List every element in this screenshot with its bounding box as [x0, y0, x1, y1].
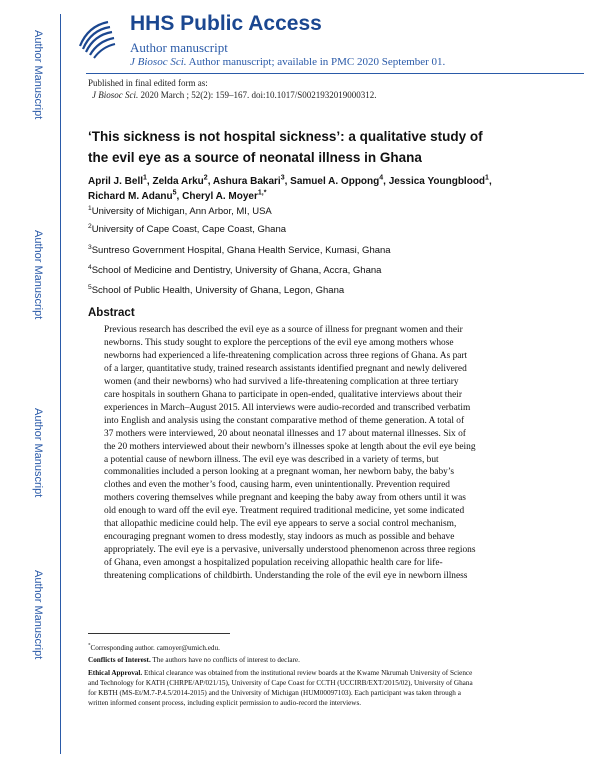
publication-citation: 2020 March ; 52(2): 159–167. doi:10.1017/S0021932019000312.	[140, 90, 377, 100]
abstract-line: clothes and even the mother’s food, causing harm, even unintentionally. Prevention required	[104, 480, 450, 491]
author-name: Richard M. Adanu	[88, 191, 173, 202]
abstract-line: newborns. This study sought to explore the perceptions of the evil eye among mothers whose	[104, 337, 454, 348]
affiliation-number: 1	[88, 204, 92, 212]
corresponding-email[interactable]: camoyer@umich.edu.	[156, 644, 220, 652]
conflicts-text: The authors have no conflicts of interest to declare.	[152, 656, 300, 664]
affiliation	[88, 245, 391, 256]
header-divider	[86, 73, 584, 74]
affiliation-text: School of Medicine and Dentistry, University of Ghana, Accra, Ghana	[91, 265, 382, 276]
journal-abbrev: J Biosoc Sci.	[130, 56, 187, 68]
abstract-line: that allopathic medicine could help. The evil eye appears to serve a social control mechanism,	[104, 519, 457, 530]
author-name: Samuel A. Oppong	[290, 176, 380, 187]
affiliation	[88, 224, 286, 235]
ethical-line: and Technology for KATH (CHRPE/AP/021/15), University of Cape Coast for CCTH (UCCIRB/EXT/2015/02), University of Ghana	[88, 679, 473, 687]
author-affil-mark: 1	[143, 174, 147, 182]
abstract-line: mothers covering themselves while pregnant and keeping the baby away from others until it was	[104, 493, 466, 504]
affiliation-text: Suntreso Government Hospital, Ghana Health Service, Kumasi, Ghana	[91, 245, 391, 256]
affiliation-text: University of Cape Coast, Cape Coast, Ghana	[91, 224, 287, 235]
affiliation	[88, 285, 344, 296]
abstract-line: appropriately. The evil eye is a pervasive, universally understood phenomenon across three regions	[104, 545, 476, 556]
abstract-heading: Abstract	[88, 307, 135, 319]
abstract-line: encouraging pregnant women to dress modestly, stay indoors as much as possible and behave	[104, 532, 455, 543]
corresponding-author-note	[88, 643, 588, 653]
abstract-line: a potential cause of newborn illness. The evil eye was described in a variety of terms, but	[104, 454, 439, 465]
article-title-line: the evil eye as a source of neonatal illness in Ghana	[88, 150, 422, 165]
author-name: Zelda Arku	[152, 176, 204, 187]
affiliation-number: 5	[88, 283, 92, 291]
side-label-author-manuscript: Author Manuscript	[32, 408, 44, 498]
availability-line	[130, 56, 445, 68]
author-name: Cheryl A. Moyer	[182, 191, 258, 202]
footnote-divider	[88, 633, 230, 634]
author-name: Ashura Bakari	[212, 176, 281, 187]
affiliation-text: University of Michigan, Ann Arbor, MI, USA	[91, 206, 272, 217]
abstract-line: experiences in March–August 2015. All interviews were audio-recorded and transcribed verbatim	[104, 402, 471, 413]
publication-journal: J Biosoc Sci.	[92, 90, 139, 100]
author-affil-mark: 1,*	[257, 189, 267, 197]
author-affil-mark: 5	[172, 189, 177, 197]
author-name: Jessica Youngblood	[388, 176, 486, 187]
footnote-mark: *	[88, 643, 91, 649]
ethical-approval-note	[88, 668, 588, 708]
abstract-line: of Ghana, even amongst a hospitalized population receiving allopathic health care for life-	[104, 558, 443, 569]
abstract-line: women (and their newborns) who had survived a life-threatening complication at three tertiary	[104, 376, 459, 387]
author-name: April J. Bell	[88, 176, 144, 187]
affiliation-number: 3	[88, 243, 92, 251]
conflicts-label: Conflicts of Interest.	[88, 656, 151, 664]
abstract-line: threatening complications of childbirth. Understanding the role of the evil eye in newborn illness	[104, 571, 468, 582]
availability-text: Author manuscript; available in PMC 2020 September 01.	[188, 56, 446, 68]
abstract-body	[104, 324, 592, 583]
publication-info	[88, 77, 377, 101]
abstract-line: care hospitals in southern Ghana to participate in open-ended, qualitative interviews about their	[104, 389, 462, 400]
author-list: April J. Bell$^1$, Zelda Arku$^2$, Ashura Bakari$^3$, Samuel A. Oppong$^4$, Jessica Youngblood$^1$, Richard M. Adanu$^5$, Cheryl A. Moyer$^{1,*}$	[88, 174, 492, 202]
published-label: Published in final edited form as:	[88, 78, 208, 88]
corresponding-label: Corresponding author.	[90, 644, 155, 652]
side-label-author-manuscript: Author Manuscript	[32, 230, 44, 320]
affiliation	[88, 206, 272, 217]
author-affil-mark: 1	[485, 174, 489, 182]
article-title-line: ‘This sickness is not hospital sickness’: a qualitative study of	[88, 129, 483, 144]
ethical-line: written informed consent process, including explicit permission to audio-record the interviews.	[88, 699, 362, 707]
affiliation-text: School of Public Health, University of Ghana, Legon, Ghana	[91, 285, 345, 296]
conflicts-note	[88, 655, 588, 665]
author-affil-mark: 4	[379, 174, 384, 182]
author-manuscript-subtitle: Author manuscript	[130, 40, 228, 55]
abstract-line: Previous research has described the evil eye as a source of illness for pregnant women and their	[104, 325, 463, 335]
abstract-line: old enough to ward off the evil eye. Treatment required traditional medicine, yet some indicated	[104, 506, 465, 517]
ethical-line: for KBTH (MS-Et/M.7-P.4.5/2014-2015) and the University of Michigan (HUM00097103). Each participant was taken through a	[88, 689, 461, 697]
abstract-line: of a larger, quantitative study, trained research assistants identified pregnant and newly delivered	[104, 363, 467, 374]
abstract-line: the 20 mothers interviewed about their newborn’s illnesses spoke at length about the evil eye being	[104, 441, 476, 452]
side-label-author-manuscript: Author Manuscript	[32, 30, 44, 120]
abstract-line: into English and analysis using the constant comparative method of theme generation. A total of	[104, 415, 465, 426]
abstract-line: 37 mothers were interviewed, 20 about neonatal illnesses and 17 about maternal illnesses. Six of	[104, 428, 466, 439]
ethical-line: Ethical clearance was obtained from the institutional review boards at the Kwame Nkrumah University of Science	[143, 669, 473, 677]
author-affil-mark: 2	[203, 174, 208, 182]
ethical-label: Ethical Approval.	[88, 669, 143, 677]
affiliation-number: 2	[88, 222, 92, 230]
abstract-line: newborns had experienced a life-threatening complication across three regions of Ghana. As part	[104, 350, 468, 361]
margin-rule	[60, 14, 61, 754]
article-title	[88, 126, 588, 168]
author-affil-mark: 3	[280, 174, 285, 182]
side-label-author-manuscript: Author Manuscript	[32, 570, 44, 660]
abstract-line: commonalities included a person looking at a pregnant woman, her newborn baby, the baby’s	[104, 467, 455, 478]
hhs-public-access-title: HHS Public Access	[130, 12, 322, 35]
affiliation	[88, 265, 381, 276]
hhs-eagle-logo-icon	[74, 16, 118, 60]
affiliation-number: 4	[88, 263, 92, 271]
